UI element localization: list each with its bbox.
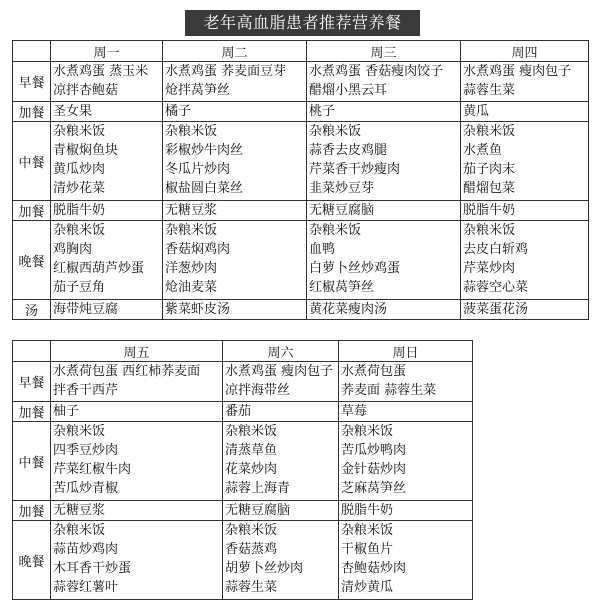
dish-cell (223, 402, 339, 422)
dish-line: 水煮荷包蛋 (341, 364, 407, 379)
dish-line: 椒盐圆白菜丝 (165, 181, 244, 196)
corner-cell (13, 41, 51, 62)
dish-line: 清炒花菜 (53, 181, 106, 196)
header-row (13, 341, 473, 362)
dish-line: 无糖豆浆 (165, 203, 218, 218)
corner-cell (13, 341, 51, 362)
dish-cell (307, 300, 461, 320)
dish-line: 芹菜炒肉 (463, 261, 516, 276)
dish-line: 香菇焖鸡肉 (165, 242, 231, 257)
dish-line: 苦瓜炒青椒 (53, 481, 119, 496)
dish-line: 水煮鸡蛋 瘦肉包子 (463, 64, 572, 79)
dish-line: 脱脂牛奶 (341, 503, 394, 518)
dish-cell (51, 221, 163, 300)
day-header: 周二 (163, 41, 307, 62)
dish-line: 拌香干西芹 (53, 383, 119, 398)
dish-line: 韭菜炒豆芽 (309, 181, 375, 196)
dish-line: 柚子 (53, 404, 80, 419)
day-header: 周六 (223, 341, 339, 362)
meal-row (13, 221, 589, 300)
dish-line: 炝油麦菜 (165, 280, 218, 295)
dish-cell (51, 300, 163, 320)
day-header: 周三 (307, 41, 461, 62)
dish-line: 杂粮米饭 (463, 124, 516, 139)
dish-line: 桃子 (309, 104, 336, 119)
menu-table-week1 (12, 40, 589, 320)
dish-line: 胡萝卜丝炒肉 (225, 561, 304, 576)
dish-line: 杏鲍菇炒肉 (341, 561, 407, 576)
dish-line: 杂粮米饭 (463, 223, 516, 238)
dish-line: 水煮鱼 (463, 143, 503, 158)
dish-line: 鸡胸肉 (53, 242, 93, 257)
meal-label: 汤 (13, 300, 51, 320)
dish-line: 紫菜虾皮汤 (165, 302, 231, 317)
dish-line: 蒜香去皮鸡腿 (309, 143, 388, 158)
dish-line: 芹菜红椒牛肉 (53, 462, 132, 477)
dish-line: 水煮鸡蛋 香菇瘦肉饺子 (309, 64, 444, 79)
dish-line: 芹菜香干炒瘦肉 (309, 162, 401, 177)
dish-line: 茄子肉末 (463, 162, 516, 177)
dish-cell (51, 201, 163, 221)
dish-line: 蒜蓉生菜 (225, 580, 278, 595)
dish-line: 水煮荷包蛋 西红柿荞麦面 (53, 364, 201, 379)
dish-line: 干椒鱼片 (341, 542, 394, 557)
meal-label: 晚餐 (13, 521, 51, 600)
dish-line: 番茄 (225, 404, 252, 419)
dish-line: 蒜蓉空心菜 (463, 280, 529, 295)
dish-line: 杂粮米饭 (309, 124, 362, 139)
meal-row (13, 201, 589, 221)
dish-line: 圣女果 (53, 104, 93, 119)
dish-line: 白萝卜丝炒鸡蛋 (309, 261, 401, 276)
dish-line: 青椒焖鱼块 (53, 143, 119, 158)
dish-cell (223, 362, 339, 402)
dish-line: 草莓 (341, 404, 368, 419)
dish-cell (307, 62, 461, 102)
dish-line: 海带炖豆腐 (53, 302, 119, 317)
dish-line: 黄瓜炒肉 (53, 162, 106, 177)
dish-line: 彩椒炒牛肉丝 (165, 143, 244, 158)
dish-cell (51, 402, 223, 422)
dish-cell (339, 402, 473, 422)
menu-table-week2 (12, 340, 473, 600)
dish-line: 四季豆炒肉 (53, 443, 119, 458)
dish-line: 芝麻莴笋丝 (341, 481, 407, 496)
dish-cell (51, 122, 163, 201)
dish-line: 血鸭 (309, 242, 336, 257)
meal-label: 加餐 (13, 402, 51, 422)
dish-cell (51, 102, 163, 122)
dish-line: 清炒黄瓜 (341, 580, 394, 595)
dish-line: 洋葱炒肉 (165, 261, 218, 276)
dish-line: 水煮鸡蛋 荞麦面豆芽 (165, 64, 287, 79)
dish-cell (307, 201, 461, 221)
dish-cell (223, 521, 339, 600)
meal-row (13, 521, 473, 600)
dish-line: 杂粮米饭 (341, 424, 394, 439)
dish-cell (307, 122, 461, 201)
dish-line: 杂粮米饭 (341, 523, 394, 538)
dish-cell (307, 102, 461, 122)
meal-row (13, 122, 589, 201)
dish-line: 蒜蓉生菜 (463, 83, 516, 98)
dish-cell (223, 501, 339, 521)
dish-line: 醋熘小黑云耳 (309, 83, 388, 98)
dish-line: 醋熘包菜 (463, 181, 516, 196)
dish-line: 金针菇炒肉 (341, 462, 407, 477)
dish-line: 杂粮米饭 (165, 124, 218, 139)
dish-line: 木耳香干炒蛋 (53, 561, 132, 576)
dish-cell (163, 201, 307, 221)
meal-label: 晚餐 (13, 221, 51, 300)
meal-row (13, 402, 473, 422)
dish-line: 橘子 (165, 104, 192, 119)
dish-line: 菠菜蛋花汤 (463, 302, 529, 317)
dish-line: 冬瓜片炒肉 (165, 162, 231, 177)
dish-cell (461, 201, 589, 221)
meal-label: 早餐 (13, 362, 51, 402)
dish-cell (163, 62, 307, 102)
dish-cell (461, 300, 589, 320)
dish-line: 黄瓜 (463, 104, 490, 119)
meal-label: 加餐 (13, 201, 51, 221)
meal-row (13, 422, 473, 501)
dish-cell (339, 501, 473, 521)
dish-line: 花菜炒肉 (225, 462, 278, 477)
dish-cell (461, 122, 589, 201)
dish-cell (339, 362, 473, 402)
dish-line: 脱脂牛奶 (463, 203, 516, 218)
dish-line: 水煮鸡蛋 瘦肉包子 (225, 364, 334, 379)
dish-line: 杂粮米饭 (225, 424, 278, 439)
header-row (13, 41, 589, 62)
dish-line: 杂粮米饭 (165, 223, 218, 238)
meal-label: 加餐 (13, 501, 51, 521)
dish-line: 蒜苗炒鸡肉 (53, 542, 119, 557)
meal-label: 中餐 (13, 122, 51, 201)
dish-line: 炝拌莴笋丝 (165, 83, 231, 98)
meal-row (13, 102, 589, 122)
dish-cell (163, 221, 307, 300)
dish-cell (51, 501, 223, 521)
dish-cell (223, 422, 339, 501)
meal-label: 中餐 (13, 422, 51, 501)
dish-line: 蒜蓉上海青 (225, 481, 291, 496)
dish-cell (163, 122, 307, 201)
dish-line: 茄子豆角 (53, 280, 106, 295)
meal-label: 早餐 (13, 62, 51, 102)
day-header: 周四 (461, 41, 589, 62)
dish-line: 杂粮米饭 (53, 523, 106, 538)
dish-line: 红椒莴笋丝 (309, 280, 375, 295)
dish-line: 荞麦面 蒜蓉生菜 (341, 383, 437, 398)
dish-cell (461, 221, 589, 300)
dish-cell (461, 62, 589, 102)
dish-line: 无糖豆浆 (53, 503, 106, 518)
dish-line: 无糖豆腐脑 (309, 203, 375, 218)
dish-line: 蒜蓉红薯叶 (53, 580, 119, 595)
dish-cell (163, 102, 307, 122)
dish-cell (51, 362, 223, 402)
dish-line: 凉拌海带丝 (225, 383, 291, 398)
dish-line: 杂粮米饭 (53, 424, 106, 439)
day-header: 周日 (339, 341, 473, 362)
dish-line: 苦瓜炒鸭肉 (341, 443, 407, 458)
meal-label: 加餐 (13, 102, 51, 122)
dish-cell (339, 521, 473, 600)
dish-line: 红椒西葫芦炒蛋 (53, 261, 145, 276)
dish-cell (339, 422, 473, 501)
dish-line: 杂粮米饭 (53, 124, 106, 139)
dish-line: 脱脂牛奶 (53, 203, 106, 218)
dish-cell (163, 300, 307, 320)
dish-cell (51, 521, 223, 600)
dish-line: 杂粮米饭 (225, 523, 278, 538)
dish-line: 香菇蒸鸡 (225, 542, 278, 557)
dish-line: 杂粮米饭 (309, 223, 362, 238)
page-title: 老年高血脂患者推荐营养餐 (185, 10, 420, 36)
day-header: 周五 (51, 341, 223, 362)
dish-line: 清蒸草鱼 (225, 443, 278, 458)
dish-line: 黄花菜瘦肉汤 (309, 302, 388, 317)
dish-cell (461, 102, 589, 122)
dish-cell (51, 422, 223, 501)
dish-line: 凉拌杏鲍菇 (53, 83, 119, 98)
dish-line: 去皮白斩鸡 (463, 242, 529, 257)
meal-row (13, 362, 473, 402)
meal-row (13, 300, 589, 320)
meal-row (13, 501, 473, 521)
dish-cell (51, 62, 163, 102)
dish-line: 无糖豆腐脑 (225, 503, 291, 518)
dish-line: 杂粮米饭 (53, 223, 106, 238)
dish-line: 水煮鸡蛋 蒸玉米 (53, 64, 149, 79)
dish-cell (307, 221, 461, 300)
day-header: 周一 (51, 41, 163, 62)
meal-row (13, 62, 589, 102)
